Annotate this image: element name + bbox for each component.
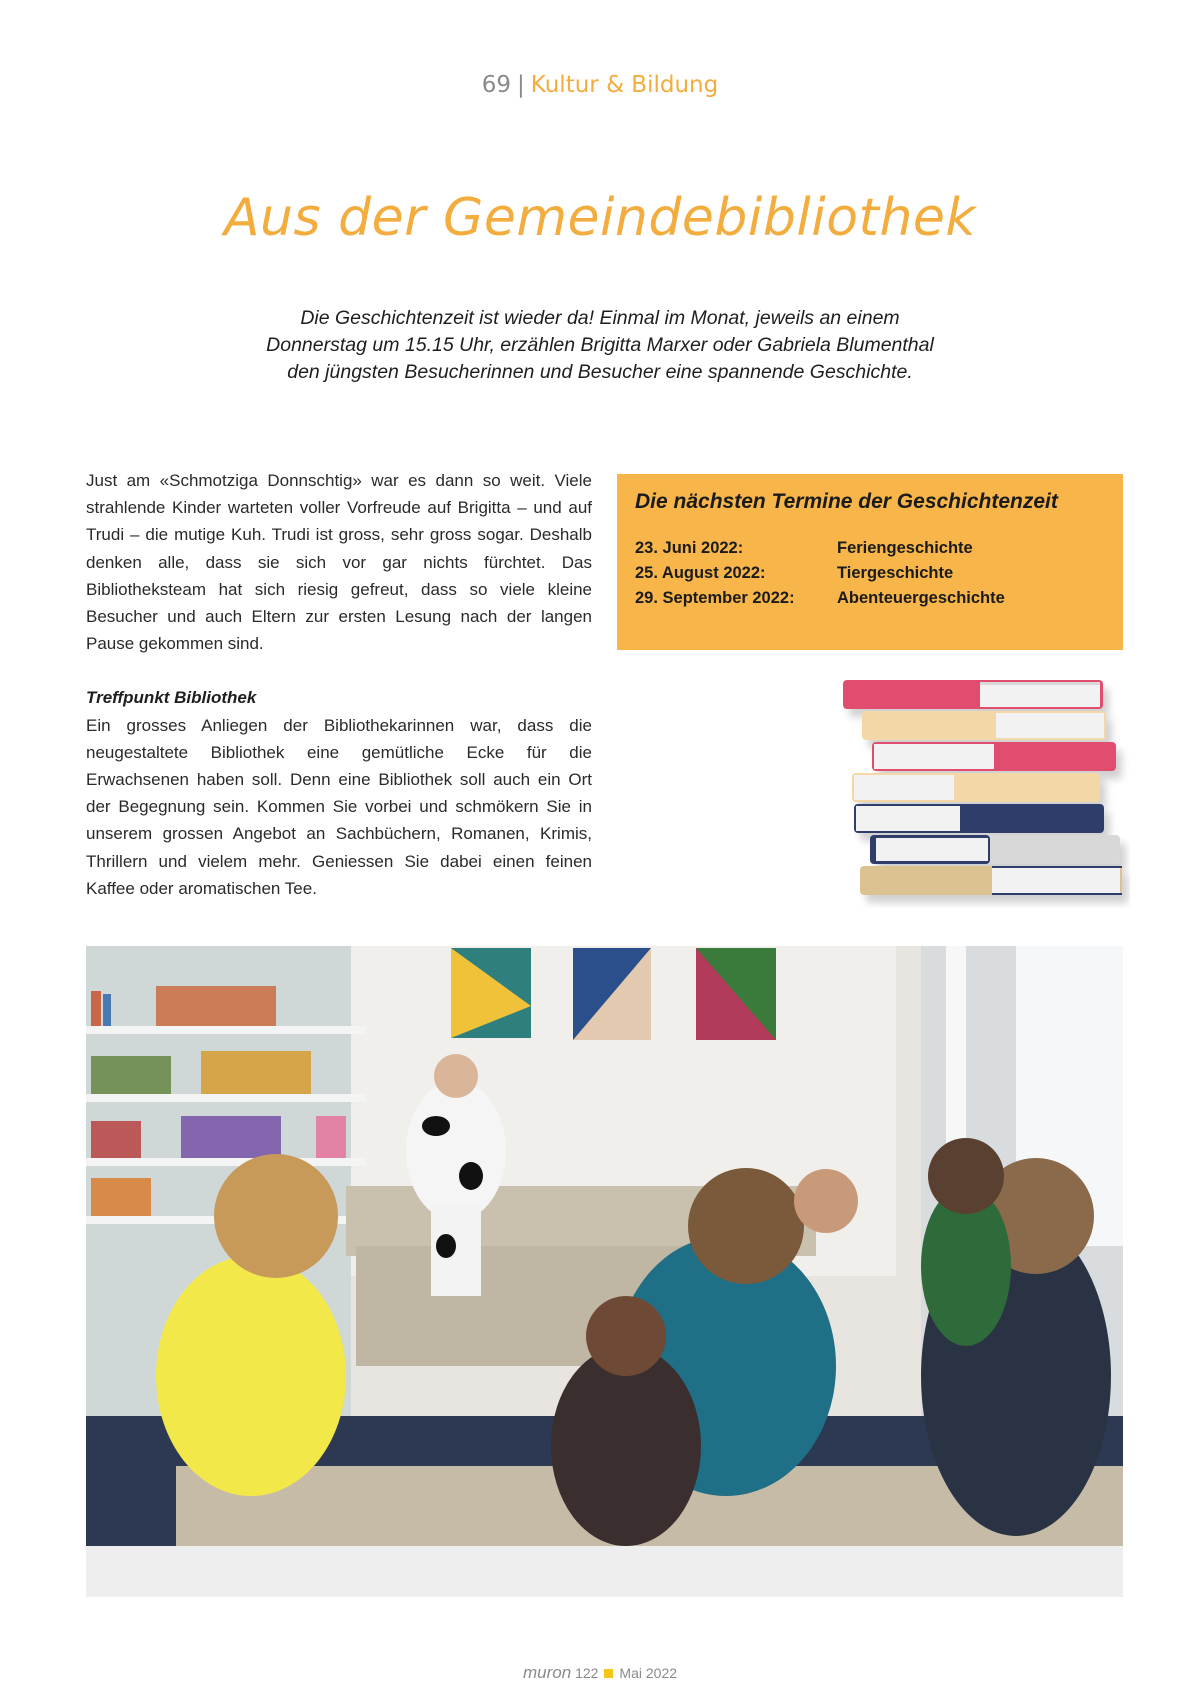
header-separator: | — [517, 72, 525, 98]
event-row — [635, 586, 1105, 611]
children-listening-to-story-photo — [86, 946, 1123, 1597]
article-title: Aus der Gemeindebibliothek — [223, 188, 977, 248]
event-date: 29. September 2022: — [635, 589, 795, 607]
lead-line: Die Geschichtenzeit ist wieder da! Einmal im Monat, jeweils an einem — [300, 307, 900, 329]
page-header — [0, 72, 1200, 98]
event-date: 23. Juni 2022: — [635, 539, 744, 557]
event-row — [635, 536, 1105, 561]
footer-square-icon — [604, 1669, 613, 1678]
magazine-name: muron — [522, 1663, 572, 1682]
page-footer — [0, 1663, 1200, 1683]
stacked-books-icon — [830, 668, 1130, 908]
lead-line: Donnerstag um 15.15 Uhr, erzählen Brigitta Marxer oder Gabriela Blumenthal — [266, 334, 934, 356]
lead-paragraph — [200, 305, 1000, 386]
body-paragraph: Ein grosses Anliegen der Bibliothekarinnen war, dass die neugestaltete Bibliothek eine gemütliche Ecke für die Erwachsenen haben soll. Denn eine Bibliothek soll auch ein Ort der Begegnung sein. Kommen Sie vorbei und schmökern Sie in unserem grossen Angebot an Sachbüchern, Romanen, Krimis, Thrillern und vielem mehr. Geniessen Sie dabei einen feinen Kaffee oder aromatischen Tee. — [86, 715, 592, 898]
body-column — [86, 467, 592, 902]
lead-line: den jüngsten Besucherinnen und Besucher eine spannende Geschichte. — [287, 361, 913, 383]
event-name: Abenteuergeschichte — [837, 589, 1005, 607]
event-name: Feriengeschichte — [837, 539, 973, 557]
issue-number: 122 — [575, 1665, 599, 1681]
issue-date: Mai 2022 — [619, 1665, 678, 1681]
event-date: 25. August 2022: — [635, 564, 766, 582]
subheading: Treffpunkt Bibliothek — [86, 688, 257, 708]
event-row — [635, 561, 1105, 586]
body-paragraph: Just am «Schmotziga Donnschtig» war es dann so weit. Viele strahlende Kinder warteten voller Vorfreude auf Brigitta – und auf Trudi – die mutige Kuh. Trudi ist gross, sehr gross sogar. Deshalb denken alle, dass sie sich vor gar nichts fürchtet. Das Bibliotheksteam hat sich riesig gefreut, dass so viele kleine Besucher und auch Eltern zur ersten Lesung nach der langen Pause gekommen sind. — [86, 471, 592, 654]
event-name: Tiergeschichte — [837, 564, 954, 582]
section-name: Kultur & Bildung — [530, 72, 719, 98]
events-box — [617, 474, 1123, 650]
events-box-title: Die nächsten Termine der Geschichtenzeit — [635, 490, 1058, 513]
page-number: 69 — [481, 72, 512, 98]
